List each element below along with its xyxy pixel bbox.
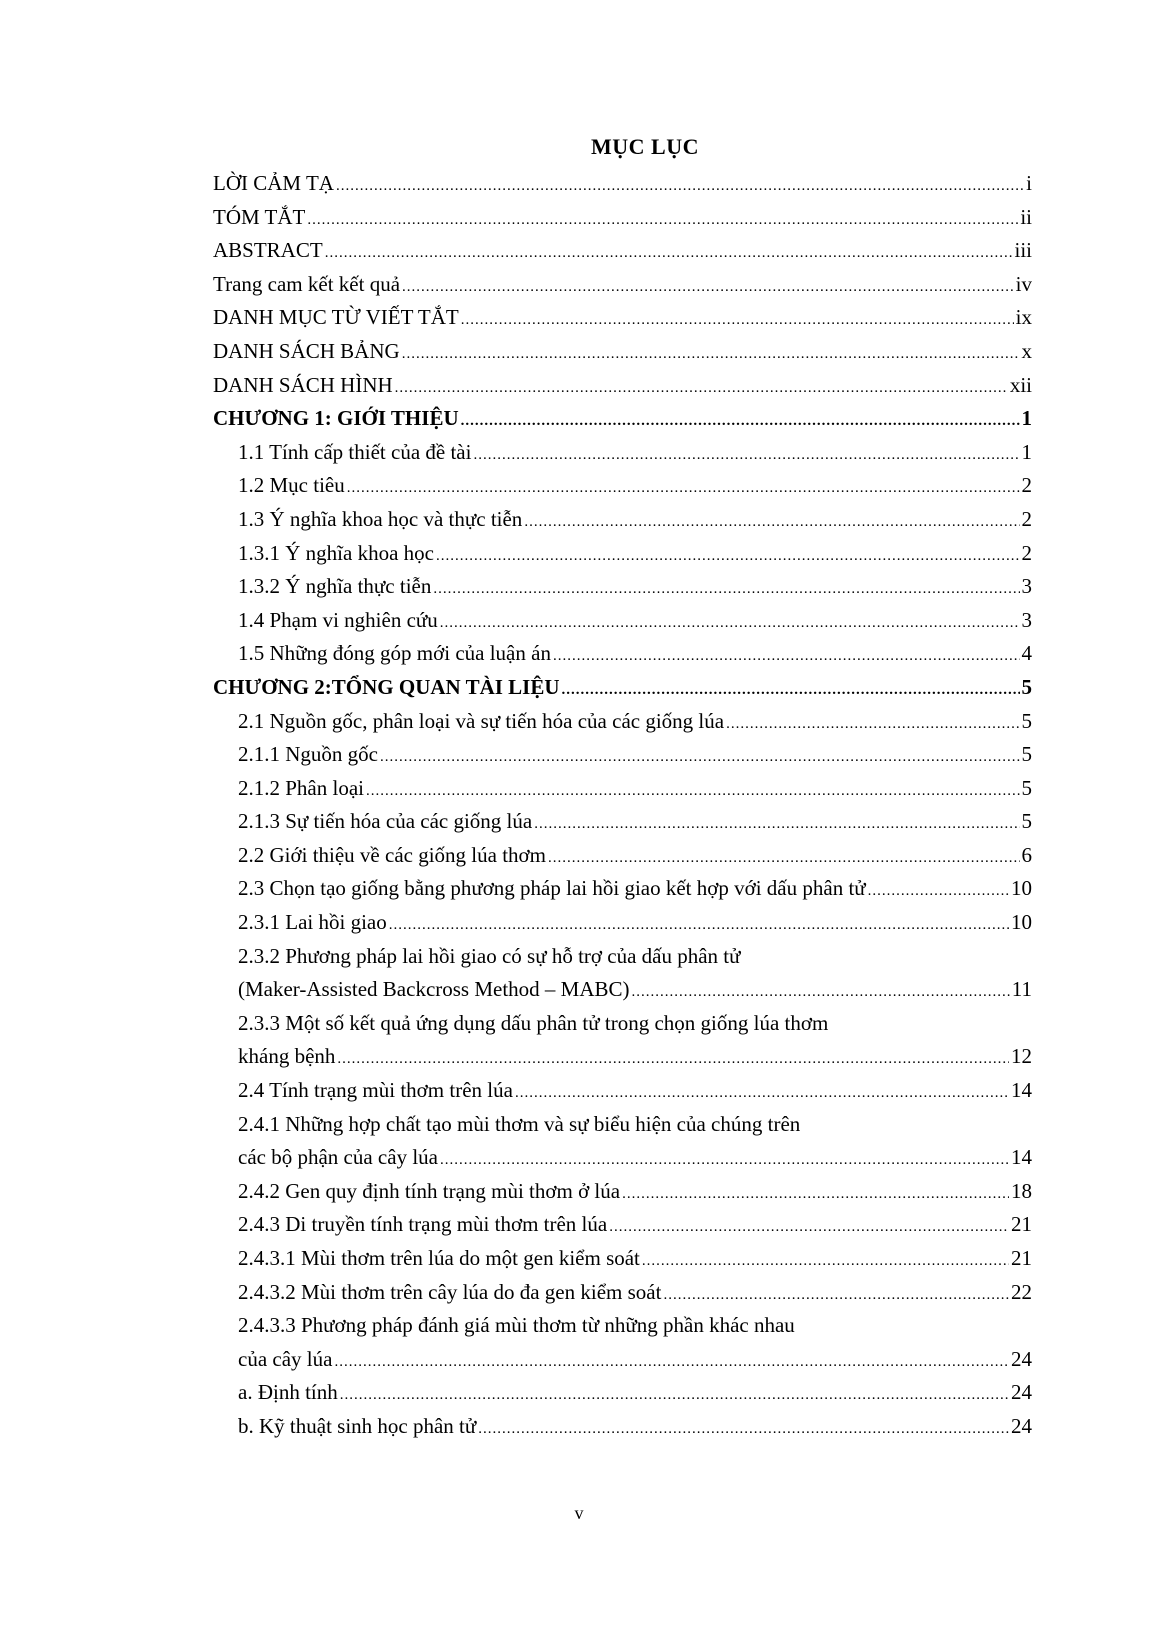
toc-entry-title: kháng bệnh xyxy=(238,1044,336,1069)
toc-dot-leader xyxy=(562,674,1020,708)
toc-entry-title: 2.2 Giới thiệu về các giống lúa thơm xyxy=(238,842,546,867)
toc-entry-title: 2.4.3.1 Mùi thơm trên lúa do một gen kiểm soát xyxy=(238,1246,640,1270)
toc-entry-title: 2.1 Nguồn gốc, phân loại và sự tiến hóa của các giống lúa xyxy=(238,708,725,733)
toc-entry-title: của cây lúa xyxy=(238,1346,333,1371)
toc-dot-leader xyxy=(389,909,1009,943)
toc-entry-title: DANH MỤC TỪ VIẾT TẮT xyxy=(213,305,459,330)
toc-entry-page: 3 xyxy=(1021,574,1032,599)
toc-entry xyxy=(213,872,1032,906)
page-number-footer: v xyxy=(574,1503,584,1523)
toc-entry-page: 18 xyxy=(1011,1178,1032,1203)
toc-entry-page: 14 xyxy=(1011,1078,1032,1103)
toc-entry-title: ABSTRACT xyxy=(213,238,323,263)
toc-entry-title: 2.4.2 Gen quy định tính trạng mùi thơm ở lúa xyxy=(238,1178,621,1203)
toc-entry-title: 2.1.2 Phân loại xyxy=(238,775,364,800)
toc-entry-page: 2 xyxy=(1021,506,1032,531)
toc-entry-title: 2.3 Chọn tạo giống bằng phương pháp lai hồi giao kết hợp với dấu phân tử xyxy=(238,876,866,901)
toc-entry xyxy=(213,1074,1032,1108)
toc-entry xyxy=(213,1108,1032,1142)
toc-dot-leader xyxy=(524,506,1019,540)
toc-entry-title: 2.3.3 Một số kết quả ứng dụng dấu phân tử trong chọn giống lúa thơm xyxy=(238,1010,829,1035)
toc-entry-page: 14 xyxy=(1011,1145,1032,1170)
toc-entry xyxy=(213,1242,1032,1276)
toc-dot-leader xyxy=(534,808,1019,842)
toc-entry-page: 12 xyxy=(1011,1044,1032,1069)
toc-entry-page: 24 xyxy=(1011,1346,1032,1371)
toc-entry-page: iii xyxy=(1014,238,1032,263)
toc-dot-leader xyxy=(548,842,1020,876)
toc-entry-title: 1.4 Phạm vi nghiên cứu xyxy=(238,607,438,632)
toc-dot-leader xyxy=(395,372,1008,406)
toc-entry xyxy=(213,570,1032,604)
toc-entry-title: 1.3.1 Ý nghĩa khoa học xyxy=(238,540,434,565)
toc-entry-title: 2.4.1 Những hợp chất tạo mùi thơm và sự biểu hiện của chúng trên xyxy=(238,1111,801,1136)
toc-entry xyxy=(213,906,1032,940)
toc-entry-title: 2.4 Tính trạng mùi thơm trên lúa xyxy=(238,1078,513,1103)
toc-dot-leader xyxy=(632,976,1010,1010)
toc-entry-page: 22 xyxy=(1011,1279,1032,1304)
toc-dot-leader xyxy=(461,405,1020,439)
toc-dot-leader xyxy=(461,304,1014,338)
toc-entry xyxy=(213,1040,1032,1074)
toc-entry-title: 2.4.3.2 Mùi thơm trên cây lúa do đa gen kiểm soát xyxy=(238,1279,662,1304)
toc-dot-leader xyxy=(440,1144,1009,1178)
toc-entry-title: CHƯƠNG 2:TỔNG QUAN TÀI LIỆU xyxy=(213,674,560,699)
page-title: MỤC LỤC xyxy=(591,134,699,159)
toc-entry-title: 2.1.3 Sự tiến hóa của các giống lúa xyxy=(238,809,533,834)
toc-entry-title: DANH SÁCH BẢNG xyxy=(213,338,400,363)
toc-entry xyxy=(213,167,1032,201)
toc-dot-leader xyxy=(515,1077,1009,1111)
toc-entry xyxy=(213,1276,1032,1310)
toc-entry-title: 2.4.3 Di truyền tính trạng mùi thơm trên lúa xyxy=(238,1212,608,1237)
toc-entry xyxy=(213,402,1032,436)
toc-dot-leader xyxy=(609,1211,1009,1245)
toc-entry-page: 3 xyxy=(1021,607,1032,632)
toc-entry-page: 21 xyxy=(1011,1212,1032,1237)
toc-entry xyxy=(213,201,1032,235)
toc-entry-page: 5 xyxy=(1021,775,1032,800)
toc-entry-page: 4 xyxy=(1021,641,1032,666)
toc-entry-page: ii xyxy=(1020,204,1032,229)
toc-entry-title: a. Định tính xyxy=(238,1380,338,1405)
toc-dot-leader xyxy=(380,741,1020,775)
toc-entry-page: 21 xyxy=(1011,1246,1032,1270)
toc-entry-page: iv xyxy=(1015,271,1032,296)
toc-entry-page: 5 xyxy=(1021,809,1032,834)
toc-entry xyxy=(213,1175,1032,1209)
toc-entry xyxy=(213,738,1032,772)
toc-dot-leader xyxy=(336,170,1024,204)
toc-entry-title: 2.3.1 Lai hồi giao xyxy=(238,910,387,935)
toc-entry xyxy=(213,369,1032,403)
toc-entry-title: CHƯƠNG 1: GIỚI THIỆU xyxy=(213,406,459,431)
toc-entry-title: 1.3 Ý nghĩa khoa học và thực tiễn xyxy=(238,506,523,531)
toc-dot-leader xyxy=(726,708,1019,742)
toc-entry xyxy=(213,604,1032,638)
toc-entry-page: 2 xyxy=(1021,540,1032,565)
toc-entry xyxy=(213,671,1032,705)
toc-entry-title: 1.2 Mục tiêu xyxy=(238,473,345,498)
toc-entry xyxy=(213,973,1032,1007)
toc-entry-page: 2 xyxy=(1021,473,1032,498)
toc-dot-leader xyxy=(366,775,1020,809)
toc-entry xyxy=(213,705,1032,739)
toc-dot-leader xyxy=(340,1379,1009,1413)
toc-entry xyxy=(213,772,1032,806)
toc-dot-leader xyxy=(433,573,1019,607)
toc-dot-leader xyxy=(307,204,1018,238)
toc-entry-title: 2.3.2 Phương pháp lai hồi giao có sự hỗ trợ của dấu phân tử xyxy=(238,943,741,968)
toc-entry-title: 2.1.1 Nguồn gốc xyxy=(238,742,378,767)
toc-entry-page: 1 xyxy=(1021,406,1032,431)
toc-entry-title: (Maker-Assisted Backcross Method – MABC) xyxy=(238,977,630,1002)
toc-dot-leader xyxy=(402,271,1014,305)
toc-dot-leader xyxy=(478,1413,1009,1447)
toc-entry-page: 5 xyxy=(1021,708,1032,733)
toc-entry-page: 11 xyxy=(1011,977,1032,1002)
toc-entry xyxy=(213,1410,1032,1444)
toc-entry xyxy=(213,940,1032,974)
toc-entry-title: các bộ phận của cây lúa xyxy=(238,1145,438,1170)
toc-entry xyxy=(213,268,1032,302)
toc-entry xyxy=(213,637,1032,671)
toc-entry xyxy=(213,436,1032,470)
toc-dot-leader xyxy=(868,875,1009,909)
toc-dot-leader xyxy=(473,439,1019,473)
toc-entry-title: LỜI CẢM TẠ xyxy=(213,171,334,195)
toc-entry xyxy=(213,301,1032,335)
toc-entry xyxy=(213,469,1032,503)
toc-entry xyxy=(213,1208,1032,1242)
toc-entry xyxy=(213,335,1032,369)
toc-dot-leader xyxy=(553,640,1020,674)
toc-dot-leader xyxy=(347,472,1020,506)
toc-dot-leader xyxy=(325,237,1013,271)
toc-entry-page: 5 xyxy=(1021,742,1032,767)
toc-entry-title: 1.1 Tính cấp thiết của đề tài xyxy=(238,439,472,464)
toc-entry-title: Trang cam kết kết quả xyxy=(213,271,401,296)
toc-entry xyxy=(213,1141,1032,1175)
toc-entry-title: TÓM TẮT xyxy=(213,204,306,229)
toc-entry-page: 24 xyxy=(1011,1380,1032,1405)
toc-entry-page: i xyxy=(1026,171,1032,195)
toc-entry-title: 1.3.2 Ý nghĩa thực tiễn xyxy=(238,574,432,599)
toc-entry-page: 24 xyxy=(1011,1413,1032,1438)
toc-dot-leader xyxy=(436,540,1020,574)
toc-entry-page: 10 xyxy=(1011,876,1032,901)
toc-entry-title: b. Kỹ thuật sinh học phân tử xyxy=(238,1413,477,1438)
toc-entry-page: x xyxy=(1021,338,1032,363)
toc-dot-leader xyxy=(337,1043,1009,1077)
toc-entry-page: 6 xyxy=(1021,842,1032,867)
toc-entry xyxy=(213,1343,1032,1377)
toc-entry xyxy=(213,839,1032,873)
toc-entry-page: 10 xyxy=(1011,910,1032,935)
toc-entry-page: xii xyxy=(1009,372,1032,397)
toc-entry-page: 1 xyxy=(1021,439,1032,464)
toc-entry xyxy=(213,1007,1032,1041)
toc-dot-leader xyxy=(622,1178,1009,1212)
toc-entry xyxy=(213,234,1032,268)
toc-dot-leader xyxy=(440,607,1020,641)
toc-dot-leader xyxy=(402,338,1020,372)
toc-entry-page: ix xyxy=(1015,305,1032,330)
toc-entry xyxy=(213,503,1032,537)
toc-dot-leader xyxy=(334,1346,1009,1380)
toc-entry xyxy=(213,805,1032,839)
toc-entry-title: 1.5 Những đóng góp mới của luận án xyxy=(238,641,551,666)
toc-entry xyxy=(213,1376,1032,1410)
toc-dot-leader xyxy=(663,1279,1009,1313)
toc-entry-page: 5 xyxy=(1021,674,1032,699)
table-of-contents xyxy=(213,167,1032,1444)
toc-entry xyxy=(213,1309,1032,1343)
toc-entry xyxy=(213,537,1032,571)
toc-dot-leader xyxy=(642,1245,1009,1279)
toc-entry-title: 2.4.3.3 Phương pháp đánh giá mùi thơm từ những phần khác nhau xyxy=(238,1313,795,1338)
toc-entry-title: DANH SÁCH HÌNH xyxy=(213,372,393,397)
